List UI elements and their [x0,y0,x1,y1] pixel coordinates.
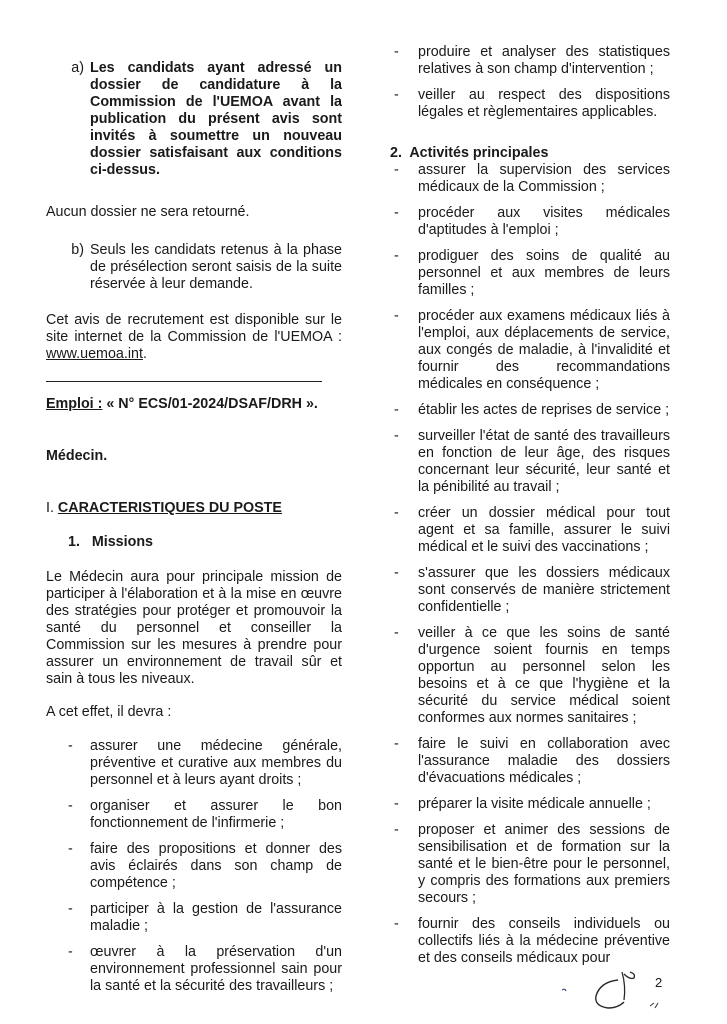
list-item: - organiser et assurer le bon fonctionnement de l'infirmerie ; [46,798,342,832]
activities-heading: 2. Activités principales [390,145,549,161]
list-item: - fournir des conseils individuels ou collectifs liés à la médecine préventive et des conseils médicaux pour [390,916,670,967]
missions-list [46,738,342,995]
list-item: - participer à la gestion de l'assurance maladie ; [46,901,342,935]
item-b-marker: b) [71,242,84,258]
availability-sentence: Cet avis de recrutement est disponible sur le site internet de la Commission de l'UEMOA : [46,312,342,345]
website-link[interactable]: www.uemoa.int [46,346,143,362]
list-item: - surveiller l'état de santé des travailleurs en fonction de leur âge, des risques concernant leur sécurité, leur santé et la pénibilité au travail ; [390,428,670,496]
item-a-marker: a) [71,60,84,76]
job-title: Médecin. [46,448,108,464]
item-a-text: Les candidats ayant adressé un dossier de candidature à la Commission de l'UEMOA avant la publication du présent avis sont invités à soumettre un nouveau dossier satisfaisant aux conditions ci-dessus. [90,60,342,178]
effect-text: A cet effet, il devra : [46,704,172,720]
missions-text: Le Médecin aura pour principale mission de participer à l'élaboration et à la mise en œuvre des stratégies pour protéger et promouvoir la santé du personnel et conseiller la Commission sur les mesures à prendre pour assurer un environnement de travail sûr et sain à tous les niveaux. [46,569,342,687]
item-a [46,60,342,179]
availability-text [46,312,342,363]
list-item: - assurer la supervision des services médicaux de la Commission ; [390,162,670,196]
activities-list [390,162,670,967]
left-column [46,44,342,1004]
list-item: - créer un dossier médical pour tout agent et sa famille, assurer le suivi médical et le suivi des vaccinations ; [390,505,670,556]
section-title: CARACTERISTIQUES DU POSTE [57,500,282,516]
list-item: - prodiguer des soins de qualité au personnel et aux membres de leurs familles ; [390,248,670,299]
item-b [46,242,342,293]
item-b-text: Seuls les candidats retenus à la phase de présélection seront saisis de la suite réservée à leur demande. [90,242,342,292]
emploi-label: Emploi : [46,396,103,412]
list-item: - assurer une médecine générale, préventive et curative aux membres du personnel et à leurs ayant droits ; [46,738,342,789]
page-number: 2 [655,975,663,990]
list-item: - procéder aux examens médicaux liés à l'emploi, aux déplacements de service, aux congés de maladie, à l'invalidité et fournir des recommandations médicales en conséquence ; [390,308,670,393]
section-number: I. [46,500,58,516]
emploi-line [46,396,342,413]
emploi-reference: « N° ECS/01-2024/DSAF/DRH ». [102,396,318,412]
list-item: - procéder aux visites médicales d'aptitudes à l'emploi ; [390,205,670,239]
no-return-text: Aucun dossier ne sera retourné. [46,204,250,220]
top-list [390,44,670,121]
list-item: - s'assurer que les dossiers médicaux sont conservés de manière strictement confidentielle ; [390,565,670,616]
list-item: - veiller au respect des dispositions légales et règlementaires applicables. [390,87,670,121]
section-heading [46,500,342,517]
list-item: - faire des propositions et donner des avis éclairés dans son champ de compétence ; [46,841,342,892]
list-item: - produire et analyser des statistiques relatives à son champ d'intervention ; [390,44,670,78]
list-item: - veiller à ce que les soins de santé d'urgence soient fournis en temps opportun au personnel selon les besoins et à ce que l'hygiène et la sécurité du service médical soient conformes aux normes sanitaires ; [390,625,670,727]
list-item: - œuvrer à la préservation d'un environnement professionnel sain pour la santé et la sécurité des travailleurs ; [46,944,342,995]
separator-line [46,381,322,382]
website-suffix: . [142,346,147,362]
list-item: - établir les actes de reprises de service ; [390,402,670,419]
list-item: - préparer la visite médicale annuelle ; [390,796,670,813]
handwritten-initials [556,962,666,1012]
list-item: - proposer et animer des sessions de sensibilisation et de formation sur la santé et le bien-être pour le personnel, y compris des formations aux premiers secours ; [390,822,670,907]
missions-heading: 1. Missions [68,534,154,550]
right-column [390,44,670,976]
list-item: - faire le suivi en collaboration avec l'assurance maladie des dossiers d'évacuations médicales ; [390,736,670,787]
